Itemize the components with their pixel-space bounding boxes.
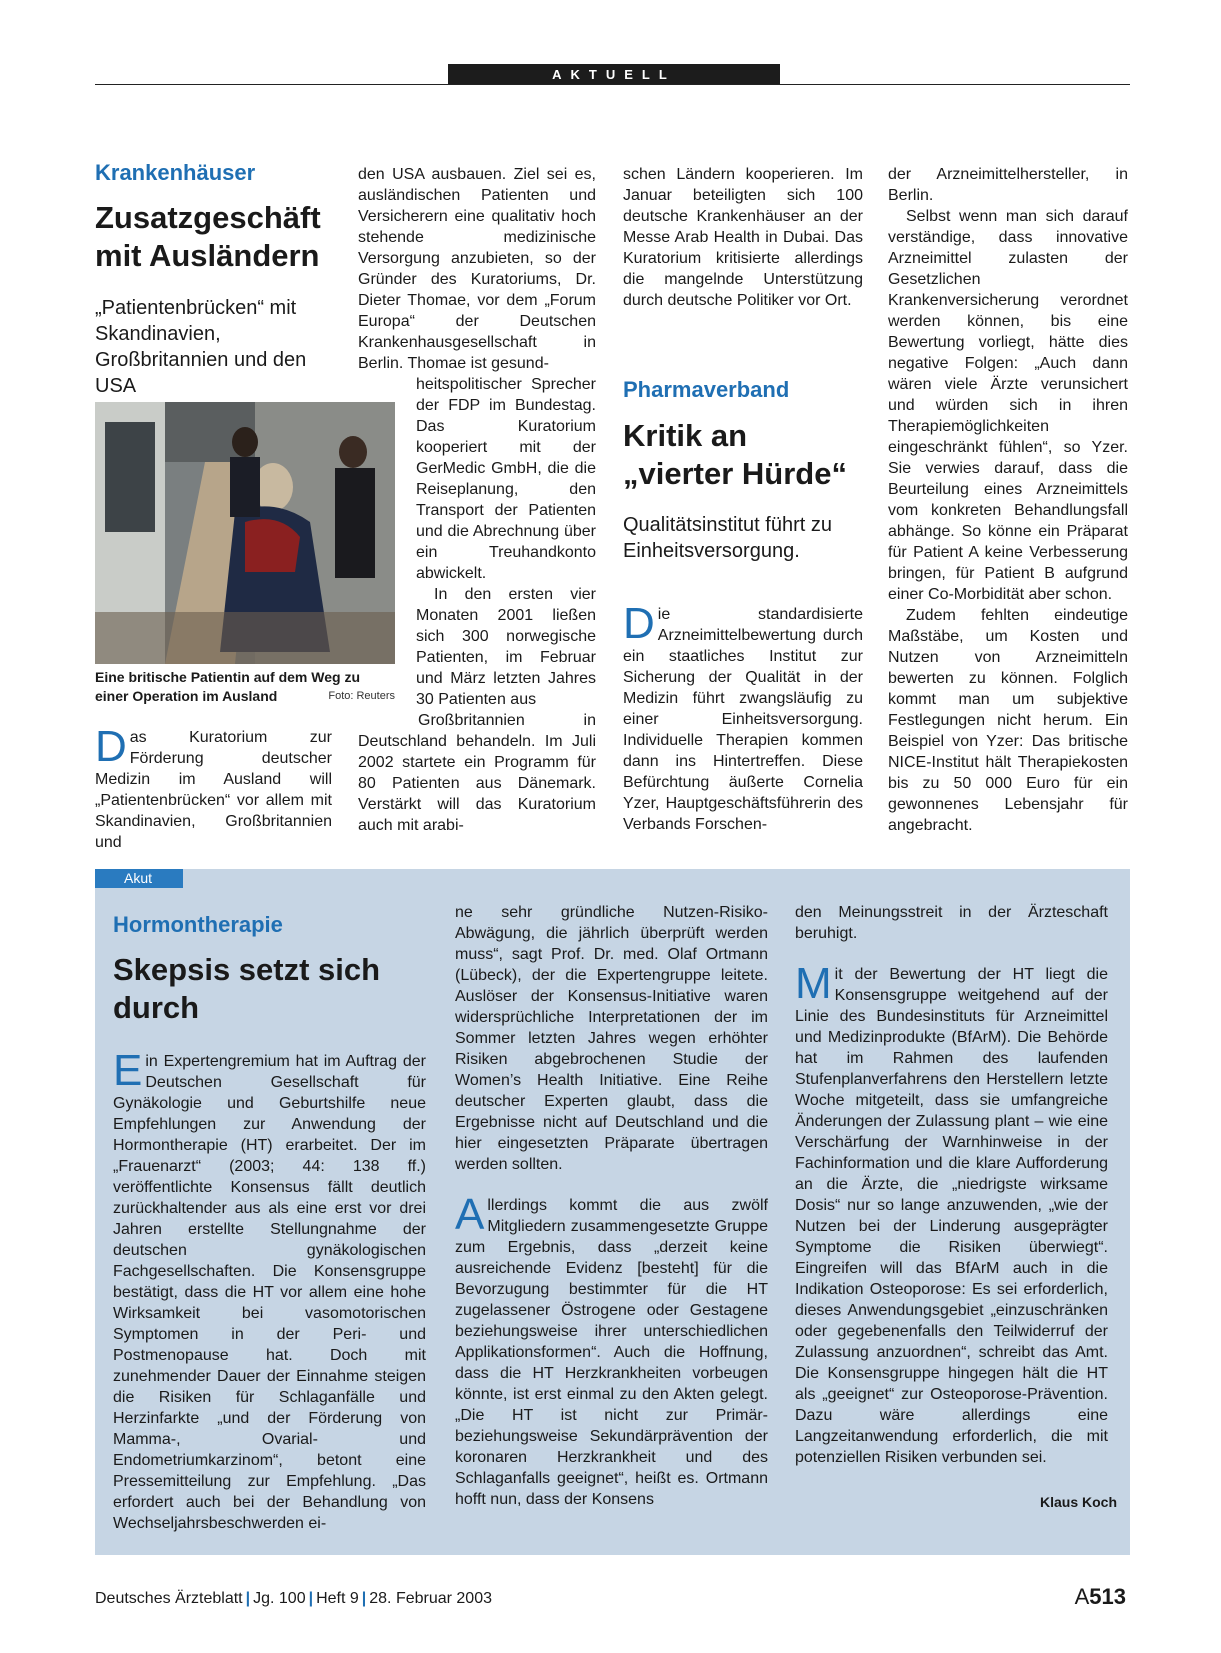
- article3-headline: [113, 951, 413, 1027]
- article3-col2-p1: ne sehr gründliche Nutzen-Risiko-Abwägung, die jährlich überprüft werden muss“, sagt Prof. Dr. med. Olaf Ortmann (Lübeck), der die Expertengruppe leitete. Auslöser der Konsensus-Initiative waren widersprüchliche Interpretationen der im Sommer letzten Jahres wegen erhöhter Risiken abgebrochenen Studie der Women’s Health Initiative. Eine Reihe deutscher Experten glaubt, dass die Ergebnisse nicht auf Deutschland und die hier eingesetzten Präparate übertragen werden sollten.: [455, 904, 768, 1173]
- article2-column3: [623, 599, 863, 835]
- article1-column1: [95, 722, 332, 853]
- article3-column2: [455, 902, 768, 1510]
- article3-column1: [113, 1046, 426, 1534]
- page-number-value: 513: [1089, 1584, 1126, 1609]
- page-number: [1075, 1584, 1126, 1610]
- article1-headline-line2: mit Ausländern: [95, 238, 320, 273]
- footer-date: 28. Februar 2003: [369, 1590, 492, 1607]
- article2-standfirst: Qualitätsinstitut führt zu Einheitsversorgung.: [623, 514, 832, 562]
- article3-dropcap-a: A: [455, 1190, 485, 1239]
- footer-issue: Heft 9: [316, 1590, 359, 1607]
- article1-headline: [95, 199, 335, 275]
- page-prefix: A: [1074, 1584, 1090, 1609]
- article2-col3-text: ie standardisierte Arzneimittelbewertung durch ein staatliches Institut zur Sicherung der Qualität in der Medizin führt zwangsläufig zu einer Einheitsversorgung. Individuelle Therapien kommen dann ins Hintertreffen. Diese Befürchtung äußerte Cornelia Yzer, Hauptgeschäftsführerin des Verbands Forschen-: [623, 606, 863, 833]
- article2-column4: [888, 164, 1128, 836]
- article3-col3-p1: den Meinungsstreit in der Ärzteschaft beruhigt.: [795, 904, 1108, 942]
- footer-citation: [95, 1590, 492, 1608]
- section-label: AKTUELL: [448, 64, 780, 85]
- article2-kicker: Pharmaverband: [623, 377, 790, 402]
- article2-headline-line2: „vierter Hürde“: [623, 456, 847, 491]
- article3-col3-p2: it der Bewertung der HT liegt die Konsensgruppe weitgehend auf der Linie des Bundesinstituts für Arzneimittel und Medizinprodukte (BfArM). Die Behörde hat im Rahmen des laufenden Stufenplanverfahrens den Herstellern letzte Woche mitgeteilt, dass sie umfangreiche Änderungen der Zulassung plant – wie eine Verschärfung der Warnhinweise in der Fachinformation und die klare Aufforderung an die Ärzte, die „niedrigste wirksame Dosis“ nur so lange anzuwenden, „wie der Nutzen bei der Linderung ausgeprägter Symptome die Risiken überwiegt“. Eingreifen will das BfArM auch in die Indikation Osteoporose: Es sei erforderlich, dieses Anwendungsgebiet „einzuschränken oder gegebenenfalls den Teilwiderruf der Zulassung anzuordnen“, schreibt das Amt. Die Konsensgruppe hingegen hält die HT als „geeignet“ zur Osteoporose-Prävention. Dazu wäre allerdings eine Langzeitanwendung erforderlich, die mit potenziellen Risiken verbunden sei.: [795, 966, 1108, 1466]
- footer-journal: Deutsches Ärzteblatt: [95, 1590, 243, 1607]
- article1-dropcap: D: [95, 722, 127, 771]
- article3-headline-line2: durch: [113, 990, 200, 1025]
- header-rule: [95, 84, 1130, 85]
- article1-column2-bottom: [358, 710, 596, 836]
- article3-dropcap-e: E: [113, 1046, 143, 1095]
- article1-kicker: Krankenhäuser: [95, 160, 256, 185]
- article3-headline-line1: Skepsis setzt sich: [113, 952, 381, 987]
- footer-volume: Jg. 100: [253, 1590, 306, 1607]
- article1-column2-wrap: [416, 374, 596, 710]
- article1-col1-text: as Kuratorium zur Förderung deutscher Medizin im Ausland will „Patientenbrücken“ vor allem mit Skandinavien, Großbritannien und: [95, 729, 332, 851]
- article2-headline: [623, 417, 863, 493]
- article2-col4-p2: Selbst wenn man sich darauf verständige, dass innovative Arzneimittel zulasten der Gesetzlichen Krankenversicherung verordnet werden können, bis eine Bewertung vorliegt, hätte dies negative Folgen: „Auch dann wären viele Ärzte verunsichert und würden sich in ihren Therapiemöglichkeiten eingeschränkt fühlen“, so Yzer. Sie verwies darauf, dass die Beurteilung eines Arzneimittels vom konkreten Behandlungsfall abhänge. So könne ein Präparat für Patient A keine Verbesserung bringen, für Patient B aufgrund einer Co-Morbidität aber schon.: [888, 208, 1128, 603]
- article1-col2-text-b: heitspolitischer Sprecher der FDP im Bundestag. Das Kuratorium kooperiert mit der GerMedic GmbH, die die Reiseplanung, den Transport der Patienten und die Abrechnung über ein Treuhandkonto abwickelt.: [416, 376, 596, 582]
- article1-photo: [95, 402, 395, 664]
- article1-photo-caption: Eine britische Patientin auf dem Weg zu einer Operation im Ausland: [95, 669, 361, 704]
- article1-column2: [358, 164, 596, 374]
- article1-photo-credit: Foto: Reuters: [328, 690, 395, 702]
- article3-kicker: Hormontherapie: [113, 912, 283, 937]
- article3-col2-p2: llerdings kommt die aus zwölf Mitgliedern zusammengesetzte Gruppe zum Ergebnis, dass „derzeit keine ausreichende Evidenz [besteht] für die Bevorzugung bestimmter für die HT zugelassener Östrogene oder Gestagene beziehungsweise ihrer unterschiedlichen Applikationsformen“. Auch die Hoffnung, dass die HT Herzkrankheiten vorbeugen könnte, ist erst einmal zu den Akten gelegt. „Die HT ist nicht zur Primär- beziehungsweise Sekundärprävention der koronaren Herzkrankheit und des Schlaganfalls geeignet“, heißt es. Ortmann hofft nun, dass der Konsens: [455, 1197, 768, 1508]
- article1-photo-caption-block: [95, 668, 395, 706]
- article3-col1-text: in Expertengremium hat im Auftrag der Deutschen Gesellschaft für Gynäkologie und Geburtshilfe neue Empfehlungen zur Anwendung der Hormontherapie (HT) erarbeitet. Der im „Frauenarzt“ (2003; 44: 138 ff.) veröffentlichte Konsensus fällt deutlich zurückhaltender aus als eine erst vor drei Jahren erstellte Stellungnahme der deutschen gynäkologischen Fachgesellschaften. Die Konsensgruppe bestätigt, dass die HT vor allem eine hohe Wirksamkeit bei vasomotorischen Symptomen in der Peri- und Postmenopause hat. Doch mit zunehmender Dauer der Einnahme steigen die Risiken für Schlaganfälle und Herzinfarkte „und der Förderung von Mamma-, Ovarial- und Endometriumkarzinom“, betont eine Pressemitteilung zur Empfehlung. „Das erfordert auch bei der Behandlung von Wechseljahrsbeschwerden ei-: [113, 1053, 426, 1532]
- article1-col2-text-a: den USA ausbauen. Ziel sei es, ausländischen Patienten und Versicherern eine qualitativ hoch stehende medizinische Versorgung anzubieten, so der Gründer des Kuratoriums, Dr. Dieter Thomae, vor dem „Forum Europa“ der Deutschen Krankenhausgesellschaft in Berlin. Thomae ist gesund-: [358, 166, 596, 372]
- article3-column3: [795, 902, 1108, 1468]
- article1-column3: [623, 164, 863, 311]
- article3-author: Klaus Koch: [1040, 1494, 1118, 1510]
- article2-dropcap: D: [623, 599, 655, 648]
- article3-dropcap-m: M: [795, 959, 832, 1008]
- article1-col3-text: schen Ländern kooperieren. Im Januar beteiligten sich 100 deutsche Krankenhäuser an der Messe Arab Health in Dubai. Das Kuratorium kritisierte allerdings die mangelnde Unterstützung durch deutsche Politiker vor Ort.: [623, 166, 863, 309]
- article1-standfirst: „Patientenbrücken“ mit Skandinavien, Großbritannien und den USA: [95, 297, 307, 397]
- footer-separator: |: [245, 1590, 251, 1607]
- akut-label: Akut: [95, 869, 183, 888]
- article2-col4-p1: der Arzneimittelhersteller, in Berlin.: [888, 166, 1128, 204]
- patient-photo-illustration: [95, 402, 395, 664]
- article2-col4-p3: Zudem fehlten eindeutige Maßstäbe, um Kosten und Nutzen von Arzneimitteln bewerten zu können. Folglich kommt man um subjektive Festlegungen nicht herum. Ein Beispiel von Yzer: Das britische NICE-Institut hält Therapiekosten bis zu 50 000 Euro für ein gewonnenes Lebensjahr für angebracht.: [888, 607, 1128, 834]
- footer-separator: |: [308, 1590, 314, 1607]
- article1-headline-line1: Zusatzgeschäft: [95, 200, 321, 235]
- footer-separator: |: [361, 1590, 367, 1607]
- article1-col2-text-d: Großbritannien in Deutschland behandeln. Im Juli 2002 startete ein Programm für 80 Patienten aus Dänemark. Verstärkt will das Kuratorium auch mit arabi-: [358, 712, 596, 834]
- article1-col2-text-c: In den ersten vier Monaten 2001 ließen sich 300 norwegische Patienten, im Februar und März letzten Jahres 30 Patienten aus: [416, 586, 596, 708]
- article2-headline-line1: Kritik an: [623, 418, 748, 453]
